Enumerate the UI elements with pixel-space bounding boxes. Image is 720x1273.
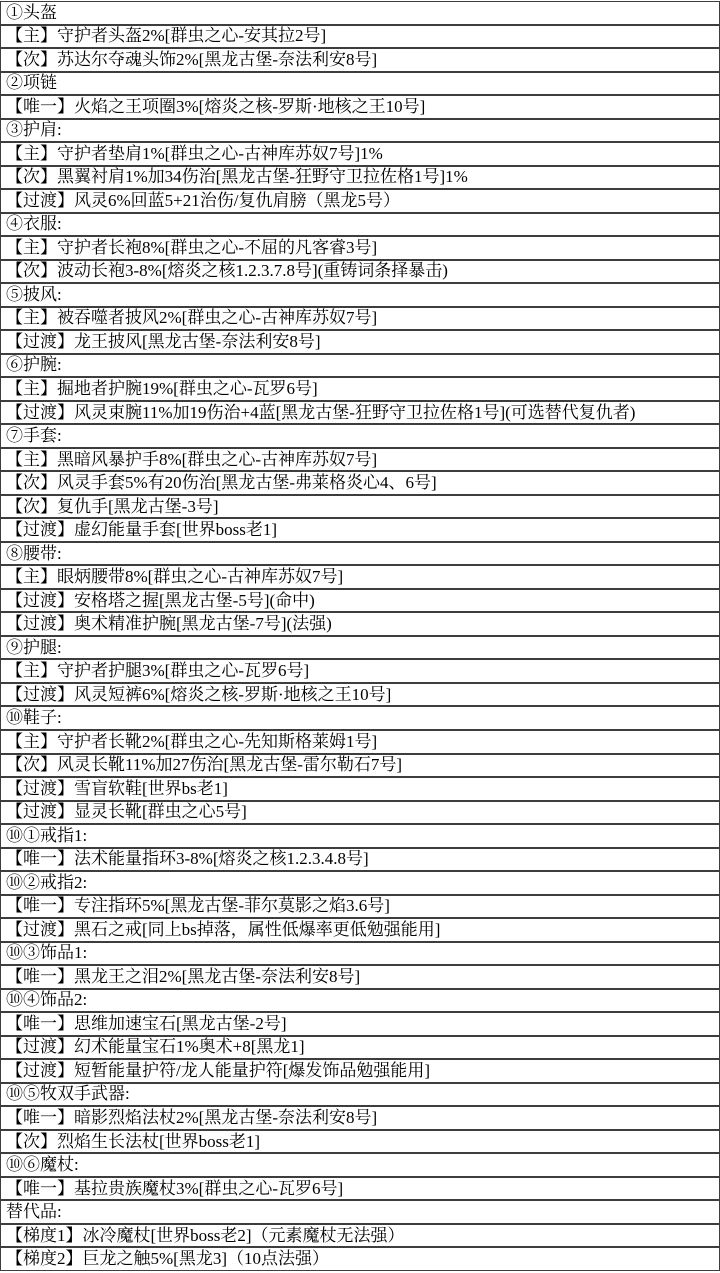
- item-row: 【过渡】短暂能量护符/龙人能量护符[爆发饰品勉强能用]: [0, 1059, 720, 1083]
- item-row: 【唯一】法术能量指环3-8%[熔炎之核1.2.3.4.8号]: [0, 848, 720, 872]
- section-header-row: ⑩鞋子:: [0, 706, 720, 730]
- section-header-row: ⑨护腿:: [0, 636, 720, 660]
- item-row: 【过渡】风灵6%回蓝5+21治伤/复仇肩膀（黑龙5号）: [0, 189, 720, 213]
- item-row: 【过渡】奥术精准护腕[黑龙古堡-7号](法强): [0, 612, 720, 636]
- item-row: 【次】苏达尔夺魂头饰2%[黑龙古堡-奈法利安8号]: [0, 48, 720, 72]
- item-row: 【主】守护者护腿3%[群虫之心-瓦罗6号]: [0, 659, 720, 683]
- item-row: 【过渡】龙王披风[黑龙古堡-奈法利安8号]: [0, 330, 720, 354]
- section-header-row: ⑩②戒指2:: [0, 871, 720, 895]
- item-row: 【主】眼炳腰带8%[群虫之心-古神库苏奴7号]: [0, 565, 720, 589]
- item-row: 【主】守护者长袍8%[群虫之心-不屈的凡客睿3号]: [0, 236, 720, 260]
- item-row: 【过渡】显灵长靴[群虫之心5号]: [0, 801, 720, 825]
- section-header-row: ⑩④饰品2:: [0, 989, 720, 1013]
- section-header-row: ⑧腰带:: [0, 542, 720, 566]
- item-row: 【主】守护者长靴2%[群虫之心-先知斯格莱姆1号]: [0, 730, 720, 754]
- section-header-row: ③护肩:: [0, 119, 720, 143]
- item-row: 【次】风灵手套5%有20伤治[黑龙古堡-弗莱格炎心4、6号]: [0, 471, 720, 495]
- item-row: 【唯一】火焰之王项圈3%[熔炎之核-罗斯·地核之王10号]: [0, 95, 720, 119]
- item-row: 【唯一】基拉贵族魔杖3%[群虫之心-瓦罗6号]: [0, 1177, 720, 1201]
- item-row: 【主】被吞噬者披风2%[群虫之心-古神库苏奴7号]: [0, 307, 720, 331]
- item-row: 【过渡】虚幻能量手套[世界boss老1]: [0, 518, 720, 542]
- item-row: 【唯一】思维加速宝石[黑龙古堡-2号]: [0, 1012, 720, 1036]
- section-header-row: ⑥护腕:: [0, 354, 720, 378]
- item-row: 【唯一】专注指环5%[黑龙古堡-菲尔莫影之焰3.6号]: [0, 895, 720, 919]
- item-row: 【主】掘地者护腕19%[群虫之心-瓦罗6号]: [0, 377, 720, 401]
- item-row: 【次】黑翼衬肩1%加34伤治[黑龙古堡-狂野守卫拉佐格1号]1%: [0, 166, 720, 190]
- section-header-row: ⑦手套:: [0, 424, 720, 448]
- section-header-row: ④衣服:: [0, 213, 720, 237]
- item-row: 【主】守护者垫肩1%[群虫之心-古神库苏奴7号]1%: [0, 142, 720, 166]
- section-header-row: ⑩③饰品1:: [0, 942, 720, 966]
- section-header-row: ⑤披风:: [0, 283, 720, 307]
- item-row: 【唯一】黑龙王之泪2%[黑龙古堡-奈法利安8号]: [0, 965, 720, 989]
- item-row: 【过渡】雪盲软鞋[世界bs老1]: [0, 777, 720, 801]
- item-row: 【次】波动长袍3-8%[熔炎之核1.2.3.7.8号](重铸词条择暴击): [0, 260, 720, 284]
- item-row: 【主】黑暗风暴护手8%[群虫之心-古神库苏奴7号]: [0, 448, 720, 472]
- item-row: 【过渡】风灵束腕11%加19伤治+4蓝[黑龙古堡-狂野守卫拉佐格1号](可选替代复仇者): [0, 401, 720, 425]
- item-row: 【过渡】黑石之戒[同上bs掉落，属性低爆率更低勉强能用]: [0, 918, 720, 942]
- item-row: 【次】烈焰生长法杖[世界boss老1]: [0, 1130, 720, 1154]
- item-row: 【次】复仇手[黑龙古堡-3号]: [0, 495, 720, 519]
- item-row: 【唯一】暗影烈焰法杖2%[黑龙古堡-奈法利安8号]: [0, 1106, 720, 1130]
- item-row: 【过渡】安格塔之握[黑龙古堡-5号](命中): [0, 589, 720, 613]
- section-header-row: ⑩⑥魔杖:: [0, 1153, 720, 1177]
- item-row: 【梯度1】冰冷魔杖[世界boss老2]（元素魔杖无法强）: [0, 1224, 720, 1248]
- item-row: 【梯度2】巨龙之触5%[黑龙3]（10点法强）: [0, 1247, 720, 1271]
- item-row: 【过渡】幻术能量宝石1%奥术+8[黑龙1]: [0, 1036, 720, 1060]
- item-row: 【主】守护者头盔2%[群虫之心-安其拉2号]: [0, 25, 720, 49]
- section-header-row: ①头盔: [0, 1, 720, 25]
- section-header-row: ⑩⑤牧双手武器:: [0, 1083, 720, 1107]
- section-header-row: ⑩①戒指1:: [0, 824, 720, 848]
- item-row: 【过渡】风灵短裤6%[熔炎之核-罗斯·地核之王10号]: [0, 683, 720, 707]
- item-row: 【次】风灵长靴11%加27伤治[黑龙古堡-雷尔勒石7号]: [0, 754, 720, 778]
- section-header-row: 替代品:: [0, 1200, 720, 1224]
- section-header-row: ②项链: [0, 72, 720, 96]
